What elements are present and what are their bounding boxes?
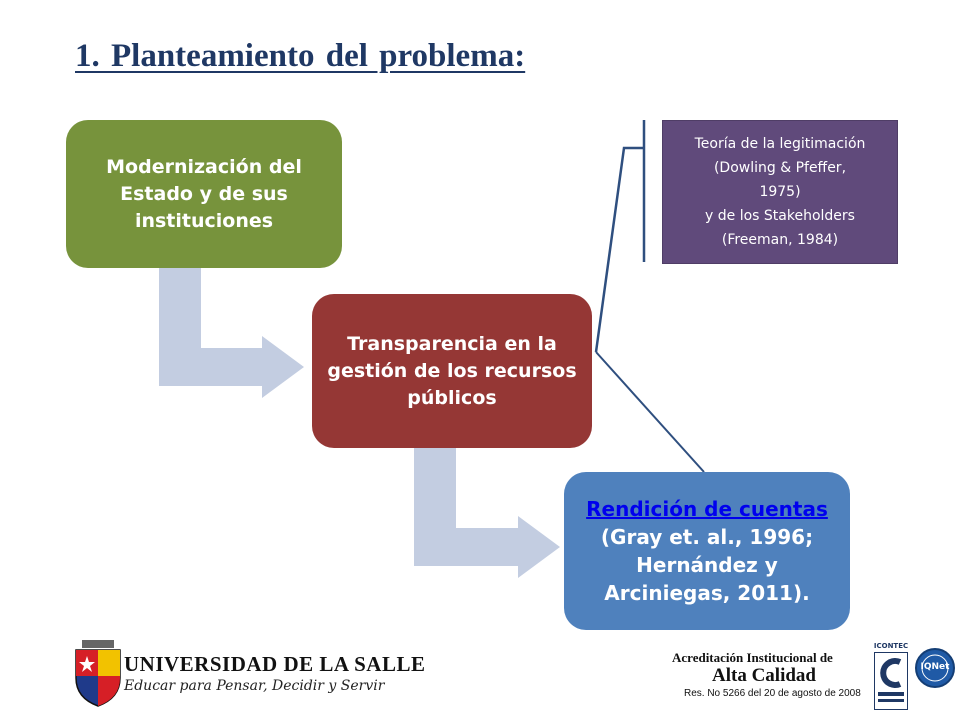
accreditation-line-3: Res. No 5266 del 20 de agosto de 2008 <box>684 688 861 699</box>
iqnet-label: IQNet <box>920 662 950 672</box>
node-accountability-line-3: Arciniegas, 2011). <box>604 581 810 605</box>
node-transparency-text <box>327 331 576 412</box>
bent-arrow-2 <box>414 448 560 578</box>
bent-arrow-1 <box>159 268 304 398</box>
note-legitimacy-theory <box>662 120 898 264</box>
note-line-2: (Dowling & Pfeffer, <box>713 160 847 176</box>
node-accountability-line-2: Hernández y <box>636 553 778 577</box>
node-modernization-line-1: Modernización del <box>106 155 302 178</box>
connector-to-note <box>596 148 644 352</box>
note-line-5: (Freeman, 1984) <box>721 232 839 248</box>
university-crest-icon <box>74 640 122 708</box>
node-modernization-text <box>106 154 302 235</box>
note-line-1: Teoría de la legitimación <box>694 136 866 152</box>
node-transparency-line-1: Transparencia en la <box>347 332 557 355</box>
icontec-label: ICONTEC <box>873 642 909 650</box>
note-line-3: 1975) <box>759 184 801 200</box>
university-name: UNIVERSIDAD DE LA SALLE <box>124 652 426 676</box>
node-modernization-line-3: instituciones <box>134 209 274 232</box>
iqnet-seal <box>914 644 960 700</box>
node-accountability-line-1: (Gray et. al., 1996; <box>600 525 814 549</box>
slide-title: 1. Planteamiento del problema: <box>75 38 526 74</box>
university-motto: Educar para Pensar, Decidir y Servir <box>124 678 385 694</box>
connector-to-accountability <box>596 352 704 472</box>
node-modernization <box>66 120 342 268</box>
note-line-4: y de los Stakeholders <box>705 208 855 224</box>
node-modernization-line-2: Estado y de sus <box>120 182 288 205</box>
node-transparency-line-2: gestión de los recursos <box>327 359 577 382</box>
accountability-link[interactable]: Rendición de cuentas <box>586 497 828 521</box>
node-transparency-line-3: públicos <box>407 386 497 409</box>
university-logo <box>66 640 426 710</box>
icontec-logo-icon <box>874 652 908 710</box>
icontec-seal <box>870 642 912 712</box>
node-accountability <box>564 472 850 630</box>
accreditation-line-2: Alta Calidad <box>712 665 816 686</box>
accreditation-line-1: Acreditación Institucional de <box>672 650 833 665</box>
node-transparency <box>312 294 592 448</box>
accreditation-block <box>672 650 861 710</box>
